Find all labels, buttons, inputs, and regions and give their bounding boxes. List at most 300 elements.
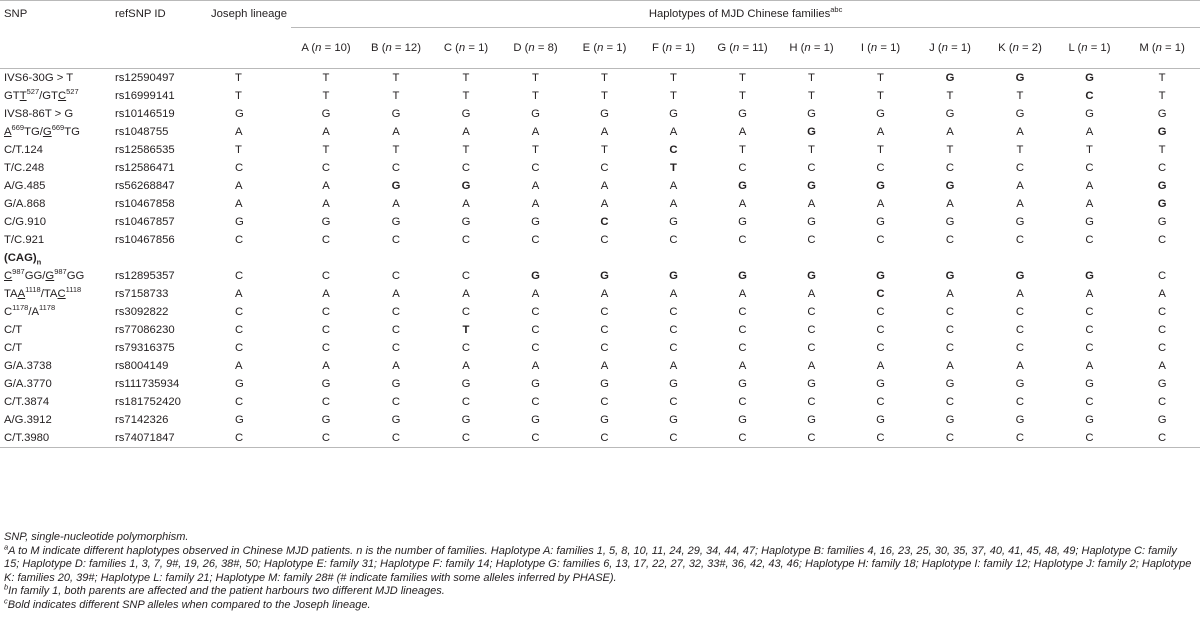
- cell-haplotype-j: T: [946, 90, 954, 102]
- cell-snp: C/T: [4, 324, 23, 336]
- cell-haplotype-k: A: [1016, 198, 1024, 210]
- cell-refsnp: rs10146519: [115, 108, 175, 120]
- cell-haplotype-c: A: [462, 288, 470, 300]
- cell-haplotype-l: G: [1085, 378, 1094, 390]
- cell-joseph: G: [235, 216, 244, 228]
- cell-haplotype-b: C: [391, 396, 401, 408]
- cell-haplotype-l: A: [1085, 360, 1094, 372]
- cell-refsnp: rs3092822: [115, 306, 169, 318]
- cell-haplotype-d: C: [501, 429, 570, 448]
- cag-repeat-label: $(CAG)_n$: [4, 252, 42, 267]
- cell-refsnp: rs12590497: [105, 69, 211, 88]
- cell-haplotype-l: C: [1085, 396, 1094, 408]
- cell-haplotype-l: A: [1085, 126, 1094, 138]
- cell-joseph: A: [235, 126, 243, 138]
- cell-haplotype-m: G: [1157, 216, 1167, 228]
- cell-haplotype-f: T: [639, 69, 708, 88]
- cell-haplotype-k: C: [1015, 324, 1025, 336]
- cell-haplotype-j: G: [915, 69, 985, 88]
- cell-haplotype-e: T: [570, 69, 639, 88]
- cell-haplotype-i: C: [876, 288, 885, 300]
- col-header-haplotype-i: I (n = 1): [860, 42, 901, 54]
- cell-haplotype-k: G: [1015, 414, 1025, 426]
- cell-haplotype-d: G: [531, 414, 540, 426]
- cell-joseph: A: [235, 288, 243, 300]
- cell-haplotype-f: A: [669, 180, 678, 192]
- col-header-haplotype-l: L (n = 1): [1068, 42, 1111, 54]
- footnote-abbrev: SNP, single-nucleotide polymorphism.: [4, 531, 189, 543]
- cell-haplotype-g: A: [738, 126, 747, 138]
- col-header-haplotype-e: E (n = 1): [582, 42, 627, 54]
- cell-refsnp: rs10467856: [115, 234, 175, 246]
- cell-haplotype-m: C: [1158, 324, 1167, 336]
- cell-haplotype-m: G: [1157, 180, 1167, 192]
- cell-haplotype-f: A: [669, 288, 678, 300]
- cell-haplotype-e: C: [600, 306, 609, 318]
- footnote-c: $^c$Bold indicates different SNP alleles when compared to the Joseph lineage.: [4, 596, 371, 611]
- cell-haplotype-l: C: [1085, 90, 1094, 102]
- cell-haplotype-i: C: [876, 324, 885, 336]
- cell-haplotype-i: G: [876, 414, 885, 426]
- cell-haplotype-j: G: [945, 108, 955, 120]
- cell-haplotype-c: C: [461, 306, 471, 318]
- cell-haplotype-g: C: [738, 162, 747, 174]
- cell-haplotype-c: T: [462, 144, 470, 156]
- cell-haplotype-d: A: [531, 180, 540, 192]
- cell-haplotype-g: A: [738, 198, 747, 210]
- cell-refsnp: rs111735934: [115, 378, 180, 390]
- cell-haplotype-m: A: [1158, 360, 1166, 372]
- header-row-1: [0, 1, 1200, 28]
- cell-haplotype-c: T: [462, 90, 470, 102]
- cell-haplotype-j: G: [945, 414, 955, 426]
- cell-haplotype-j: C: [945, 306, 955, 318]
- cell-haplotype-e: A: [600, 360, 609, 372]
- cell-haplotype-m: C: [1158, 396, 1167, 408]
- cell-haplotype-f: T: [670, 90, 677, 102]
- cell-haplotype-j: G: [945, 180, 955, 192]
- cell-haplotype-h: C: [807, 234, 816, 246]
- cell-haplotype-k: G: [985, 69, 1055, 88]
- cell-haplotype-c: G: [461, 108, 471, 120]
- table-row: [0, 177, 1200, 195]
- cell-haplotype-h: G: [807, 270, 816, 282]
- cell-haplotype-c: C: [461, 342, 471, 354]
- table-row: [0, 123, 1200, 141]
- cell-haplotype-h: T: [808, 144, 815, 156]
- cell-haplotype-f: T: [670, 162, 677, 174]
- cell-haplotype-l: G: [1085, 270, 1094, 282]
- cell-haplotype-g: A: [738, 288, 747, 300]
- cell-snp: T/C.248: [4, 162, 45, 174]
- cell-haplotype-b: G: [391, 180, 401, 192]
- cell-refsnp: rs12586471: [115, 162, 175, 174]
- cell-haplotype-l: C: [1085, 342, 1094, 354]
- cell-haplotype-f: G: [669, 216, 678, 228]
- cell-haplotype-d: G: [531, 108, 540, 120]
- cell-haplotype-i: C: [846, 429, 915, 448]
- cell-haplotype-i: G: [876, 378, 885, 390]
- cell-haplotype-i: A: [876, 198, 885, 210]
- col-header-haplotype-a: A (n = 10): [301, 42, 351, 54]
- group-title-sup: abc: [830, 5, 843, 15]
- cell-haplotype-h: G: [807, 108, 816, 120]
- cell-haplotype-h: C: [807, 162, 816, 174]
- cell-haplotype-e: A: [600, 288, 609, 300]
- cell-haplotype-d: C: [531, 306, 540, 318]
- cell-haplotype-d: G: [531, 216, 540, 228]
- cell-haplotype-l: A: [1085, 198, 1094, 210]
- cell-haplotype-g: T: [739, 90, 746, 102]
- cell-haplotype-e: A: [600, 180, 609, 192]
- cell-haplotype-a: G: [321, 378, 331, 390]
- cell-haplotype-e: T: [601, 144, 608, 156]
- cell-haplotype-m: C: [1158, 306, 1167, 318]
- cell-haplotype-b: T: [361, 69, 431, 88]
- cell-haplotype-k: A: [1016, 288, 1024, 300]
- cell-haplotype-g: C: [738, 396, 747, 408]
- cell-haplotype-l: G: [1085, 108, 1094, 120]
- cell-haplotype-m: G: [1157, 126, 1167, 138]
- table-row: [0, 357, 1200, 375]
- cell-haplotype-g: C: [738, 234, 747, 246]
- cell-haplotype-l: G: [1085, 414, 1094, 426]
- cell-haplotype-j: G: [945, 216, 955, 228]
- cell-haplotype-e: G: [600, 414, 609, 426]
- cell-haplotype-f: C: [669, 396, 678, 408]
- cell-haplotype-g: C: [738, 342, 747, 354]
- table-row: [0, 105, 1200, 123]
- cell-haplotype-a: C: [321, 270, 331, 282]
- cell-haplotype-i: C: [876, 396, 885, 408]
- cell-haplotype-g: G: [738, 414, 747, 426]
- col-header-haplotype-g: G (n = 11): [717, 42, 768, 54]
- table-row: [0, 195, 1200, 213]
- cell-refsnp: rs10467858: [115, 198, 175, 210]
- table-row: [0, 303, 1200, 321]
- cell-haplotype-i: C: [876, 306, 885, 318]
- cell-snp: G/A.868: [4, 198, 46, 210]
- cell-snp: $A^{669}TG/G^{669}TG$: [4, 123, 80, 138]
- cell-snp: A/G.485: [4, 180, 46, 192]
- cell-snp: C/G.910: [4, 216, 47, 228]
- cell-haplotype-d: C: [531, 324, 540, 336]
- cell-refsnp: rs56268847: [115, 180, 175, 192]
- cell-snp: IVS8-86T > G: [4, 108, 74, 120]
- cell-snp: $TAA^{1118}/TAC^{1118}$: [4, 285, 82, 300]
- cell-snp: G/A.3770: [4, 378, 52, 390]
- cell-refsnp: rs1048755: [115, 126, 169, 138]
- cell-haplotype-l: G: [1085, 216, 1094, 228]
- cell-haplotype-c: C: [461, 396, 471, 408]
- col-header-haplotype-c: C (n = 1): [443, 42, 489, 54]
- cell-haplotype-f: A: [669, 198, 678, 210]
- cell-haplotype-k: C: [1015, 306, 1025, 318]
- cell-haplotype-b: T: [392, 90, 400, 102]
- cell-haplotype-a: C: [321, 342, 331, 354]
- cell-haplotype-h: G: [807, 378, 816, 390]
- cell-haplotype-g: G: [738, 216, 747, 228]
- cell-haplotype-l: C: [1085, 162, 1094, 174]
- cell-haplotype-m: T: [1124, 69, 1200, 88]
- cag-repeat-row: [0, 249, 1200, 267]
- cell-haplotype-i: C: [876, 342, 885, 354]
- cell-haplotype-b: C: [361, 429, 431, 448]
- col-header-haplotype-h: H (n = 1): [789, 42, 834, 54]
- cell-haplotype-g: C: [738, 306, 747, 318]
- cell-haplotype-d: A: [531, 198, 540, 210]
- cell-haplotype-a: T: [291, 69, 361, 88]
- cell-haplotype-k: A: [1016, 180, 1024, 192]
- cell-haplotype-h: A: [807, 360, 816, 372]
- cell-haplotype-k: G: [1015, 270, 1025, 282]
- cell-haplotype-k: C: [1015, 342, 1025, 354]
- cell-haplotype-l: G: [1055, 69, 1124, 88]
- cell-haplotype-b: A: [392, 126, 400, 138]
- cell-haplotype-d: T: [532, 90, 539, 102]
- cell-haplotype-a: T: [322, 144, 330, 156]
- cell-haplotype-m: T: [1158, 90, 1166, 102]
- cell-haplotype-j: A: [946, 126, 954, 138]
- cell-refsnp: rs12586535: [115, 144, 175, 156]
- cell-haplotype-f: C: [669, 342, 678, 354]
- cell-refsnp: rs74071847: [105, 429, 211, 448]
- table-body: [0, 69, 1200, 448]
- cell-haplotype-d: A: [531, 288, 540, 300]
- cell-haplotype-i: T: [877, 90, 884, 102]
- cell-haplotype-j: C: [945, 342, 955, 354]
- cell-haplotype-g: C: [738, 324, 747, 336]
- cell-haplotype-l: A: [1085, 288, 1094, 300]
- col-header-haplotype-d: D (n = 8): [513, 42, 558, 54]
- cell-haplotype-m: G: [1157, 108, 1167, 120]
- table-row: [0, 411, 1200, 429]
- cell-haplotype-f: A: [669, 360, 678, 372]
- cell-haplotype-l: C: [1085, 324, 1094, 336]
- cell-haplotype-e: G: [600, 270, 609, 282]
- cell-refsnp: rs12895357: [115, 270, 175, 282]
- col-header-haplotypes-group: [291, 1, 1200, 28]
- col-header-joseph: Joseph lineage: [211, 1, 291, 28]
- cell-joseph: C: [235, 162, 244, 174]
- cell-haplotype-c: G: [461, 216, 471, 228]
- cell-haplotype-a: C: [321, 162, 331, 174]
- cell-haplotype-m: G: [1157, 414, 1167, 426]
- cell-haplotype-b: T: [392, 144, 400, 156]
- cell-haplotype-c: T: [431, 69, 501, 88]
- cell-haplotype-i: C: [876, 162, 885, 174]
- cell-haplotype-k: G: [1015, 108, 1025, 120]
- cell-haplotype-b: G: [391, 414, 401, 426]
- cell-haplotype-m: C: [1158, 342, 1167, 354]
- cell-joseph: T: [235, 144, 242, 156]
- cell-haplotype-g: C: [708, 429, 777, 448]
- table-row: [0, 159, 1200, 177]
- cell-haplotype-j: C: [945, 324, 955, 336]
- cell-haplotype-e: C: [600, 324, 609, 336]
- cell-haplotype-c: G: [461, 414, 471, 426]
- cell-haplotype-e: T: [601, 90, 608, 102]
- cell-joseph: G: [235, 414, 244, 426]
- cell-refsnp: rs77086230: [115, 324, 175, 336]
- cell-haplotype-l: C: [1085, 234, 1094, 246]
- cell-haplotype-l: A: [1085, 180, 1094, 192]
- cell-haplotype-d: C: [531, 342, 540, 354]
- col-header-haplotype-k: K (n = 2): [998, 42, 1042, 54]
- cell-refsnp: rs181752420: [115, 396, 181, 408]
- cell-joseph: C: [235, 324, 244, 336]
- cell-joseph: C: [235, 234, 244, 246]
- cell-refsnp: rs10467857: [115, 216, 175, 228]
- cell-haplotype-h: T: [777, 69, 846, 88]
- cell-haplotype-i: T: [877, 144, 884, 156]
- cell-haplotype-f: C: [639, 429, 708, 448]
- cell-refsnp: rs16999141: [115, 90, 175, 102]
- cell-haplotype-d: G: [531, 270, 540, 282]
- cell-haplotype-c: G: [461, 378, 471, 390]
- cell-haplotype-f: C: [669, 144, 678, 156]
- cell-haplotype-h: C: [807, 324, 816, 336]
- cell-haplotype-d: G: [531, 378, 540, 390]
- cell-haplotype-i: T: [846, 69, 915, 88]
- cell-haplotype-h: G: [807, 414, 816, 426]
- cell-haplotype-a: C: [321, 396, 331, 408]
- group-title: Haplotypes of MJD Chinese families: [648, 8, 831, 20]
- cell-haplotype-c: C: [461, 234, 471, 246]
- cell-haplotype-j: C: [945, 162, 955, 174]
- cell-haplotype-b: A: [392, 198, 400, 210]
- cell-haplotype-j: C: [945, 234, 955, 246]
- cell-joseph: A: [235, 180, 243, 192]
- footnote-b: $^b$In family 1, both parents are affected and the patient harbours two different MJD lineages.: [4, 582, 445, 598]
- cell-refsnp: rs7158733: [115, 288, 169, 300]
- cell-haplotype-g: T: [739, 144, 746, 156]
- cell-haplotype-f: G: [669, 414, 678, 426]
- cell-haplotype-j: A: [946, 360, 954, 372]
- cell-joseph: G: [235, 108, 244, 120]
- cell-haplotype-a: C: [321, 324, 331, 336]
- cell-haplotype-k: G: [1015, 216, 1025, 228]
- cell-haplotype-b: C: [391, 324, 401, 336]
- cell-haplotype-e: C: [600, 342, 609, 354]
- cell-haplotype-e: C: [600, 162, 609, 174]
- cell-haplotype-d: A: [531, 126, 540, 138]
- cell-haplotype-a: G: [321, 414, 331, 426]
- cell-haplotype-i: A: [876, 126, 885, 138]
- cell-haplotype-j: C: [945, 396, 955, 408]
- cell-snp: T/C.921: [4, 234, 45, 246]
- cell-joseph: C: [211, 429, 291, 448]
- cell-haplotype-a: C: [321, 234, 331, 246]
- cell-haplotype-c: A: [462, 198, 470, 210]
- cell-haplotype-i: G: [876, 270, 885, 282]
- cell-haplotype-f: G: [669, 108, 678, 120]
- cell-haplotype-j: G: [945, 378, 955, 390]
- cell-haplotype-i: C: [876, 234, 885, 246]
- cell-snp: $C^{1178}/A^{1178}$: [4, 303, 56, 318]
- cell-haplotype-j: G: [945, 270, 955, 282]
- cell-haplotype-m: C: [1158, 162, 1167, 174]
- cell-haplotype-g: G: [738, 108, 747, 120]
- cell-snp: IVS6-30G > T: [0, 69, 105, 88]
- cell-joseph: T: [211, 69, 291, 88]
- cell-haplotype-m: T: [1158, 144, 1166, 156]
- cell-haplotype-b: A: [392, 288, 400, 300]
- cell-joseph: A: [235, 360, 243, 372]
- cell-haplotype-h: T: [808, 90, 815, 102]
- cell-haplotype-c: G: [461, 180, 471, 192]
- cell-haplotype-h: A: [807, 288, 816, 300]
- footnotes: [4, 531, 1194, 613]
- cell-haplotype-f: C: [669, 324, 678, 336]
- col-header-snp: SNP: [0, 1, 105, 28]
- cell-haplotype-m: C: [1124, 429, 1200, 448]
- cell-snp: GTT$^{527}$/GTC$^{527}$: [4, 87, 79, 102]
- cell-haplotype-k: A: [1016, 360, 1024, 372]
- cell-haplotype-d: C: [531, 396, 540, 408]
- cell-haplotype-e: C: [570, 429, 639, 448]
- cell-haplotype-f: G: [669, 378, 678, 390]
- cell-haplotype-a: T: [322, 90, 330, 102]
- cell-haplotype-l: C: [1055, 429, 1124, 448]
- cell-haplotype-a: A: [322, 126, 330, 138]
- cell-haplotype-c: C: [461, 162, 471, 174]
- cell-haplotype-a: A: [322, 288, 330, 300]
- cell-haplotype-c: A: [462, 126, 470, 138]
- cell-snp: C/T.124: [4, 144, 43, 156]
- table-row: [0, 141, 1200, 159]
- cell-haplotype-k: G: [1015, 378, 1025, 390]
- cell-haplotype-g: G: [738, 180, 747, 192]
- cell-haplotype-d: C: [531, 162, 540, 174]
- cell-haplotype-b: A: [392, 360, 400, 372]
- cell-haplotype-k: C: [1015, 162, 1025, 174]
- cell-haplotype-a: C: [321, 306, 331, 318]
- cell-haplotype-d: T: [501, 69, 570, 88]
- cell-haplotype-a: A: [322, 180, 330, 192]
- table-row: [0, 393, 1200, 411]
- cell-haplotype-f: A: [669, 126, 678, 138]
- cell-haplotype-h: A: [807, 198, 816, 210]
- table-row: [0, 231, 1200, 249]
- table-row: [0, 87, 1200, 105]
- cell-haplotype-b: G: [391, 108, 401, 120]
- cell-haplotype-h: C: [777, 429, 846, 448]
- cell-haplotype-i: G: [876, 216, 885, 228]
- table-row: [0, 375, 1200, 393]
- col-header-haplotype-m: M (n = 1): [1139, 42, 1185, 54]
- cell-refsnp: rs8004149: [115, 360, 169, 372]
- cell-snp: A/G.3912: [4, 414, 52, 426]
- cell-haplotype-k: T: [1016, 90, 1024, 102]
- cell-haplotype-k: C: [985, 429, 1055, 448]
- cell-haplotype-h: C: [807, 306, 816, 318]
- cell-haplotype-m: G: [1157, 198, 1167, 210]
- cell-joseph: C: [235, 270, 244, 282]
- cell-joseph: C: [235, 342, 244, 354]
- cell-haplotype-j: A: [946, 288, 954, 300]
- cell-haplotype-e: C: [600, 396, 609, 408]
- cell-haplotype-b: C: [391, 270, 401, 282]
- col-header-haplotype-b: B (n = 12): [371, 42, 421, 54]
- cell-joseph: A: [235, 198, 243, 210]
- cell-haplotype-i: A: [876, 360, 885, 372]
- cell-haplotype-e: C: [600, 216, 609, 228]
- col-header-refsnp: refSNP ID: [105, 1, 211, 28]
- cell-snp: C/T.3874: [4, 396, 50, 408]
- table-row: [0, 321, 1200, 339]
- cell-haplotype-k: T: [1016, 144, 1024, 156]
